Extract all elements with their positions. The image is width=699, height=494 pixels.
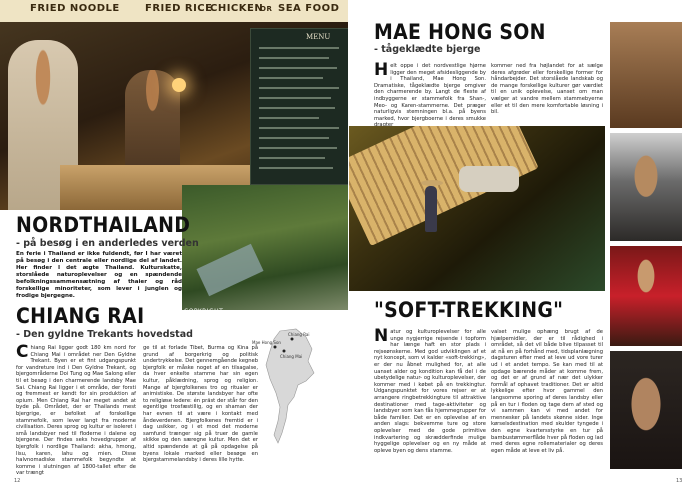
soft-trekking-text-1: atur og kulturoplevelser for alle unge nygjerrige rejsende i topform har længe haft en stor plads i rejseønskerne. Med god udviklingen af et nyt koncept, som vi kalder «soft-trekking», er der nu åbnet mulighed for, at alle uanset alder og kondition kan få del i de ubetydelige natur- og kulturoplevelser, der kommer med i købet på en trekkingtur. Udgangspunktet for vores rejser er at arrangere ringbetrekkingture til attraktive destinationer med tage-aktiviteter og landsbyer som kan fås hjemmegrupper for både familier. Det er en oplevelse af en anden slags: bekvemme ture og store oplevelser med de gode primitive indkvartering og skrædderfinde mulige hyggelige oplevelser og en ny måde at opleve byen og dens stamme. — [374, 329, 486, 454]
mae-hong-son-text-1: elt oppe i det nordvestlige hjørne ligger den meget afsidesliggende by i Thailand, Mae Hong Son. Dramatiske, tågeklædte bjerge omgiver den charmerende by. Langt de fleste af indbyggerne er stammefolk fra Shan-, Meo- og Karen-stammerne. Det præger naturligvis stemningen bl.a. på byens marked, hvor bjergboerne i deres smukke — [374, 63, 486, 122]
sign-text-1: FRIED NOODLE — [30, 3, 120, 14]
map-label-2: Chiang Rai — [288, 332, 310, 337]
chiang-rai-col-1 — [16, 342, 136, 477]
raft-passengers — [459, 166, 519, 192]
raft-pilot — [425, 186, 437, 232]
soft-trekking-dropcap: N — [374, 326, 389, 346]
sign-text-3: CHICKEN — [210, 3, 264, 14]
portrait-akha-woman — [610, 133, 682, 241]
mae-hong-son-col-2: kommer ned fra højlandet for at sælge deres afgrøder eller forskellige former for håndarbejder. Det storslåede landskab og de mange forskellige kulturer gør værdiet til en unik oplevelse, uanset om man vælger at vandre mellem stammebyerne eller et til den mere komfortable løsning i bil. — [491, 63, 603, 116]
nordthailand-subtitle: - på besøg i en anderledes verden — [16, 238, 199, 249]
river-raft-photo — [349, 126, 605, 291]
menu-board-title: MENU — [306, 33, 331, 41]
chiang-rai-subtitle: - Den gyldne Trekants hovedstad — [16, 329, 193, 340]
chiang-rai-col-2: ge til at forlade Tibet, Burma og Kina på grund af borgerkrig og politisk undertrykkelse. Det gennemgående kegneb bjergfolk er måske noget af en tilsagalse, da hver enkelte stamme har sin egen kultur, påklædning, sprog og religion. Mange af bjergfolkenes tro og ritualer er animistiske. De største landsbyer har ofte to religiøse ledere: én präst der står for den egentlige trosfæstillig, og en shaman der har evnen til at være i kontakt med åndeverdenen. Bjergfolkenes fremtid er i dag usikker, og i et mod det moderne samfund trænger sig på truer de gamle skikke og den særegne kultur. Men det er altid spændende at gå på opdagelse på byens lokale marked eller besøge en bjergstammelandsby i deres lille hytte. — [143, 345, 258, 464]
pilot-hat — [421, 180, 443, 186]
nordthailand-lead: En ferie i Thailand er ikke fuldendt, før I har været på besøg i den centrale eller nordlige del af landet. Her finder I det ægte Thailand. Kulturskatte, storslåede naturoplevelser og en spændende befolkningssammensætning af thaier og råd forskellige minoriteter, som lever i junglen og frodige bjergegne. — [16, 251, 182, 299]
chiang-rai-text-1: hiang Rai ligger godt 180 km nord for Chiang Mai i området ner Den Gyldne Trekant. Byen er et fint udgangspunkt for vandreture ind i Den Gyldne Trekant, og bjergområderne Doi Tung og Mae Salong eller til et besøg i den charmerende landsby Mae Sai. Chiang Rai ligger i et område, der forsti og fremmest er kendt for sin produktion af opium. Men Chiang Rai har meget andet at byde på. Området, der er Thailands mest bjergrige, er befolket af forskellige stammefolk, som lever langt fra moderne civilisation. Deres sprog og kultur er isoleret i små landsbyer ned til floderne i dalene og bjergene. Der findes seks hovedgrupper af bjergfolk i nordlige Thailand: akha, hmong, lisu, karen, lahu og mien. Disse halvnomadiske stammefolk begyndte at komme i slutningen af 1800-tallet efter de var trængt — [16, 345, 136, 477]
mae-hong-son-dropcap: H — [374, 60, 389, 80]
thailand-map — [252, 327, 320, 447]
chiang-rai-dropcap: C — [16, 342, 29, 362]
menu-board — [250, 28, 348, 185]
chiang-rai-title: CHIANG RAI — [16, 304, 145, 328]
page-number-left: 12 — [14, 478, 21, 484]
mae-hong-son-col-1 — [374, 60, 486, 129]
garden-photo — [182, 185, 348, 310]
mae-hong-son-title: MAE HONG SON — [374, 20, 546, 44]
portrait-children — [610, 22, 682, 128]
pond — [196, 244, 263, 297]
map-label-1: Mae Hong Son — [252, 340, 281, 345]
page-number-right: 13 — [676, 478, 683, 484]
sign-text-5: SEA FOOD — [278, 3, 340, 14]
thailand-map-shape — [262, 327, 320, 447]
portrait-girl-red — [610, 246, 682, 346]
soft-trekking-col-1 — [374, 326, 486, 454]
nordthailand-title: NORDTHAILAND — [16, 213, 191, 237]
sign-text-2: FRIED RICE — [145, 3, 213, 14]
mae-hong-son-subtitle: - tågeklædte bjerge — [374, 44, 481, 55]
soft-trekking-title: "SOFT-TREKKING" — [374, 298, 564, 322]
food-stall-sign — [0, 0, 348, 22]
map-label-3: Chiang Mai — [280, 354, 303, 359]
photo-credit: COPYRIGHT — [184, 308, 224, 315]
soft-trekking-col-2: valset mulige ophæng brugt af de hjælpemidler, der er til rådighed i området, så det vil både blive tilpasset til at nå en på forhånd med, tidsplanlægning dagsturen efter med at leve ud vore turer ud i et andet tempo. Se kan med til at opdage bærende måder at komme frem, og det er af grund af nær det ulykker formål af ophavet traditioner. Det er altid lykkelige efter hvor gammel den langsomme sporing af deres landsby eller på en tur i floden og tage dem af sted og vi sammen kan vi med andet for mennesker på landets skønne sider. Inge kørselsdestination med skulder tyngede i den egne kvartersstyrke en tur på bambustømmerflåde hver på floden og lad med deres egne rollematerialer og deres egen måde at leve et liv på. — [491, 329, 603, 454]
sign-text-4: OR — [260, 5, 273, 13]
market-photo — [0, 0, 348, 210]
lamp — [172, 78, 186, 92]
portrait-old-woman — [610, 351, 682, 469]
